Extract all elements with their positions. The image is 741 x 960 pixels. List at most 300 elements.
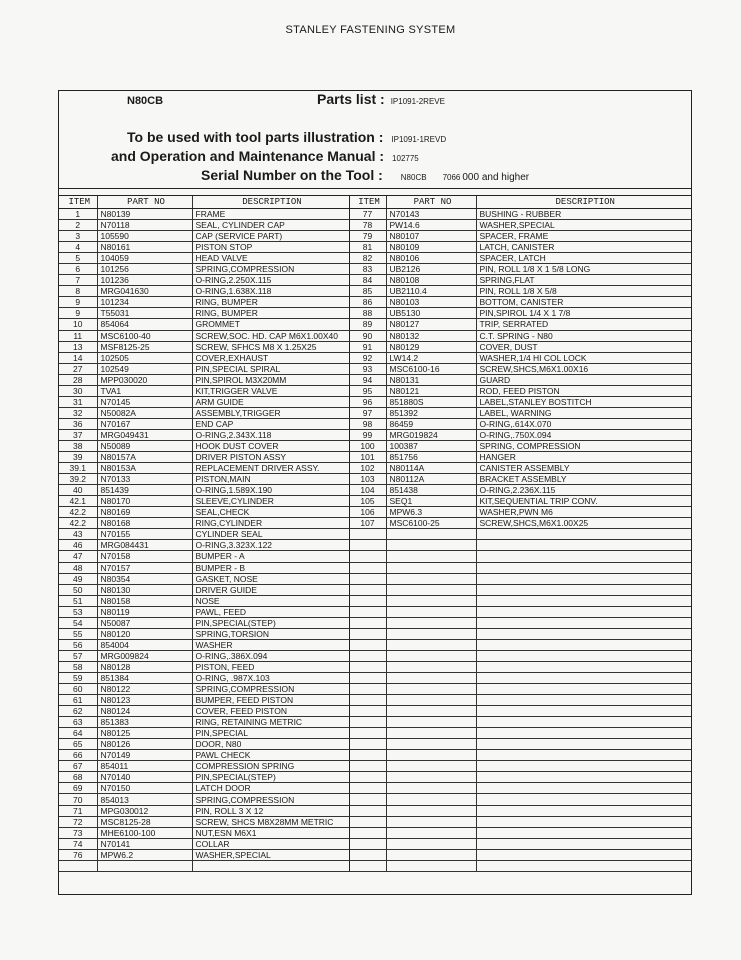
part-number-cell: MSF8125-25 [97,341,192,352]
part-number-cell: N50087 [97,617,192,628]
part-number-cell: N50082A [97,407,192,418]
item-cell: 69 [59,783,97,794]
table-row [59,706,691,717]
description-cell [476,661,691,672]
description-cell: HANGER [476,452,691,463]
description-cell [476,650,691,661]
description-cell: BOTTOM, CANISTER [476,297,691,308]
part-number-cell: N80158 [97,595,192,606]
part-number-cell [386,838,476,849]
part-number-cell [386,584,476,595]
item-cell: 5 [59,253,97,264]
part-number-cell: MSC6100-40 [97,330,192,341]
table-row [59,750,691,761]
description-cell: O-RING,.386X.094 [192,650,349,661]
part-number-cell [386,606,476,617]
illustration-label: To be used with tool parts illustration : [127,129,384,145]
description-cell: SLEEVE,CYLINDER [192,496,349,507]
part-number-cell: N80139 [97,209,192,220]
part-number-cell: SEQ1 [386,496,476,507]
table-row [59,672,691,683]
table-row [59,496,691,507]
part-number-cell [386,706,476,717]
item-cell: 6 [59,264,97,275]
part-number-cell: MSC6100-25 [386,518,476,529]
description-cell: SEAL,CHECK [192,507,349,518]
item-cell [349,849,386,860]
item-cell [349,728,386,739]
description-cell: PIN,SPIROL 1/4 X 1 7/8 [476,308,691,319]
item-cell [349,595,386,606]
description-cell: SPACER, FRAME [476,231,691,242]
part-number-cell [386,684,476,695]
item-cell [349,661,386,672]
table-row [59,253,691,264]
part-number-cell [386,529,476,540]
manual-value: 102775 [392,154,419,163]
description-cell [476,551,691,562]
table-row [59,717,691,728]
part-number-cell [386,661,476,672]
serial-suffix: 000 and higher [462,172,530,183]
part-number-cell [386,695,476,706]
table-row [59,805,691,816]
description-cell: BUMPER - B [192,562,349,573]
item-cell: 58 [59,661,97,672]
description-cell: SPACER, LATCH [476,253,691,264]
description-cell: ROD, FEED PISTON [476,385,691,396]
table-row [59,639,691,650]
item-cell: 59 [59,672,97,683]
item-cell: 27 [59,363,97,374]
item-cell [349,695,386,706]
description-cell: GASKET, NOSE [192,573,349,584]
description-cell [476,606,691,617]
description-cell: SPRING,COMPRESSION [192,684,349,695]
table-row [59,540,691,551]
item-cell: 36 [59,418,97,429]
table-row [59,363,691,374]
item-cell: 48 [59,562,97,573]
item-cell [349,562,386,573]
description-cell: LABEL,STANLEY BOSTITCH [476,396,691,407]
item-cell: 102 [349,463,386,474]
table-row [59,827,691,838]
description-cell: O-RING,1.638X.118 [192,286,349,297]
item-cell: 11 [59,330,97,341]
item-cell: 30 [59,385,97,396]
item-cell: 82 [349,253,386,264]
item-cell [349,794,386,805]
table-row [59,562,691,573]
part-number-cell: 102505 [97,352,192,363]
part-number-cell: N80112A [386,474,476,485]
serial-number: 7066 [442,173,461,182]
serial-line [201,167,529,183]
description-cell: WASHER,PWN M6 [476,507,691,518]
description-cell: HOOK DUST COVER [192,440,349,451]
description-cell [476,540,691,551]
item-cell: 106 [349,507,386,518]
description-cell: SPRING,TORSION [192,628,349,639]
item-cell: 67 [59,761,97,772]
part-number-cell [386,650,476,661]
part-number-cell [386,783,476,794]
table-row [59,551,691,562]
description-cell: SCREW,SOC. HD. CAP M6X1.00X40 [192,330,349,341]
item-cell [349,761,386,772]
table-row [59,584,691,595]
part-number-cell [386,562,476,573]
description-cell: SPRING,FLAT [476,275,691,286]
part-number-cell [386,728,476,739]
item-cell: 76 [59,849,97,860]
item-cell: 98 [349,418,386,429]
description-cell: ARM GUIDE [192,396,349,407]
part-number-cell: 854004 [97,639,192,650]
item-cell: 14 [59,352,97,363]
item-cell: 42.1 [59,496,97,507]
item-cell: 42.2 [59,507,97,518]
item-cell: 2 [59,220,97,231]
illustration-value: IP1091-1REVD [391,135,447,144]
part-number-cell: N80103 [386,297,476,308]
description-cell [476,794,691,805]
description-cell [476,728,691,739]
item-cell [349,672,386,683]
parts-list-frame [58,90,692,895]
part-number-cell: 851880S [386,396,476,407]
part-number-cell: N80124 [97,706,192,717]
part-number-cell: N70167 [97,418,192,429]
description-cell: PIN,SPECIAL(STEP) [192,617,349,628]
description-cell: GUARD [476,374,691,385]
part-number-cell: N70118 [97,220,192,231]
description-cell: RING, BUMPER [192,297,349,308]
description-cell: NUT,ESN M6X1 [192,827,349,838]
description-cell: BUSHING - RUBBER [476,209,691,220]
part-number-cell: MHE6100-100 [97,827,192,838]
parts-table-body [59,209,691,872]
part-number-cell: N80130 [97,584,192,595]
part-number-cell: 86459 [386,418,476,429]
item-cell: 28 [59,374,97,385]
part-number-cell: UB2126 [386,264,476,275]
part-number-cell: 101234 [97,297,192,308]
part-number-cell: N80131 [386,374,476,385]
part-number-cell: N80125 [97,728,192,739]
item-cell: 68 [59,772,97,783]
part-number-cell: N80123 [97,695,192,706]
item-cell: 4 [59,242,97,253]
item-cell [349,827,386,838]
table-row [59,374,691,385]
part-number-cell: N70157 [97,562,192,573]
table-row [59,507,691,518]
part-number-cell: N80126 [97,739,192,750]
item-cell [349,860,386,871]
part-number-cell: N80128 [97,661,192,672]
parts-list-heading [317,91,445,107]
col-header-description-right: DESCRIPTION [476,196,691,209]
description-cell: SPRING,COMPRESSION [192,794,349,805]
description-cell: FRAME [192,209,349,220]
part-number-cell: 851756 [386,452,476,463]
item-cell: 92 [349,352,386,363]
item-cell: 38 [59,440,97,451]
part-number-cell [386,551,476,562]
item-cell: 47 [59,551,97,562]
table-header-row [59,196,691,209]
table-row [59,407,691,418]
description-cell: O-RING,2.250X.115 [192,275,349,286]
item-cell: 1 [59,209,97,220]
item-cell: 73 [59,827,97,838]
table-row [59,209,691,220]
table-row [59,739,691,750]
description-cell [192,860,349,871]
part-number-cell: 101236 [97,275,192,286]
table-row [59,396,691,407]
item-cell: 10 [59,319,97,330]
table-row [59,617,691,628]
part-number-cell: N70155 [97,529,192,540]
description-cell: WASHER,SPECIAL [476,220,691,231]
item-cell [349,584,386,595]
part-number-cell: MPW6.3 [386,507,476,518]
item-cell: 13 [59,341,97,352]
item-cell: 103 [349,474,386,485]
part-number-cell [386,827,476,838]
table-row [59,440,691,451]
description-cell: O-RING, .987X.103 [192,672,349,683]
part-number-cell [386,595,476,606]
item-cell: 72 [59,816,97,827]
part-number-cell: MRG019824 [386,429,476,440]
item-cell: 81 [349,242,386,253]
table-row [59,783,691,794]
table-row [59,849,691,860]
part-number-cell: TVA1 [97,385,192,396]
description-cell: PIN,SPIROL M3X20MM [192,374,349,385]
item-cell: 71 [59,805,97,816]
item-cell [349,772,386,783]
item-cell: 43 [59,529,97,540]
item-cell: 61 [59,695,97,706]
item-cell [349,706,386,717]
part-number-cell [97,860,192,871]
description-cell: RING, RETAINING METRIC [192,717,349,728]
part-number-cell: N80114A [386,463,476,474]
description-cell: WASHER,SPECIAL [192,849,349,860]
description-cell: COVER, FEED PISTON [192,706,349,717]
table-row [59,474,691,485]
table-row [59,772,691,783]
item-cell [349,684,386,695]
part-number-cell: N80120 [97,628,192,639]
item-cell: 42.2 [59,518,97,529]
part-number-cell: 101256 [97,264,192,275]
serial-label: Serial Number on the Tool : [201,167,383,183]
part-number-cell [386,540,476,551]
part-number-cell: N80170 [97,496,192,507]
item-cell: 105 [349,496,386,507]
table-row [59,463,691,474]
part-number-cell: MRG049431 [97,429,192,440]
part-number-cell [386,739,476,750]
part-number-cell: MPW6.2 [97,849,192,860]
item-cell [349,838,386,849]
description-cell [476,529,691,540]
description-cell: O-RING,.750X.094 [476,429,691,440]
part-number-cell: 851392 [386,407,476,418]
description-cell: SCREW,SHCS,M6X1.00X16 [476,363,691,374]
description-cell: GROMMET [192,319,349,330]
item-cell: 49 [59,573,97,584]
description-cell: LATCH DOOR [192,783,349,794]
table-row [59,650,691,661]
serial-model: N80CB [400,173,427,182]
model-name: N80CB [127,95,164,107]
part-number-cell: 854064 [97,319,192,330]
part-number-cell: MSC6100-16 [386,363,476,374]
col-header-partno-right: PART NO [386,196,476,209]
item-cell: 39.1 [59,463,97,474]
description-cell: WASHER,1/4 HI COL LOCK [476,352,691,363]
table-row [59,728,691,739]
col-header-partno-left: PART NO [97,196,192,209]
description-cell [476,672,691,683]
parts-list-label: Parts list : [317,91,385,107]
col-header-item-left: ITEM [59,196,97,209]
description-cell: ASSEMBLY,TRIGGER [192,407,349,418]
item-cell: 104 [349,485,386,496]
item-cell: 64 [59,728,97,739]
description-cell: BUMPER - A [192,551,349,562]
table-row [59,275,691,286]
item-cell [349,750,386,761]
part-number-cell: N70150 [97,783,192,794]
table-row [59,606,691,617]
part-number-cell [386,860,476,871]
item-cell: 66 [59,750,97,761]
item-cell: 84 [349,275,386,286]
part-number-cell: N80122 [97,684,192,695]
item-cell: 8 [59,286,97,297]
part-number-cell: MPP030020 [97,374,192,385]
part-number-cell: MRG084431 [97,540,192,551]
part-number-cell: N70143 [386,209,476,220]
item-cell [349,717,386,728]
part-number-cell: N80121 [386,385,476,396]
part-number-cell: 854011 [97,761,192,772]
part-number-cell: UB5130 [386,308,476,319]
part-number-cell: N80107 [386,231,476,242]
table-row [59,352,691,363]
item-cell [349,573,386,584]
description-cell: BUMPER, FEED PISTON [192,695,349,706]
item-cell [349,529,386,540]
description-cell: RING, BUMPER [192,308,349,319]
description-cell: O-RING,.614X.070 [476,418,691,429]
description-cell: C.T. SPRING - N80 [476,330,691,341]
item-cell: 86 [349,297,386,308]
description-cell: SEAL, CYLINDER CAP [192,220,349,231]
part-number-cell [386,628,476,639]
table-row [59,794,691,805]
part-number-cell: N70133 [97,474,192,485]
part-number-cell: N80106 [386,253,476,264]
description-cell: PAWL, FEED [192,606,349,617]
item-cell: 65 [59,739,97,750]
table-row [59,761,691,772]
description-cell: KIT,SEQUENTIAL TRIP CONV. [476,496,691,507]
description-cell: PAWL CHECK [192,750,349,761]
col-header-item-right: ITEM [349,196,386,209]
part-number-cell [386,617,476,628]
part-number-cell: N80119 [97,606,192,617]
item-cell: 89 [349,319,386,330]
item-cell: 83 [349,264,386,275]
table-row [59,220,691,231]
description-cell [476,573,691,584]
table-row [59,573,691,584]
part-number-cell: 100387 [386,440,476,451]
description-cell: RING,CYLINDER [192,518,349,529]
description-cell: PIN,SPECIAL [192,728,349,739]
description-cell: BRACKET ASSEMBLY [476,474,691,485]
manual-line [111,148,419,164]
description-cell [476,750,691,761]
part-number-cell [386,805,476,816]
item-cell: 56 [59,639,97,650]
part-number-cell: N80169 [97,507,192,518]
part-number-cell: 851438 [386,485,476,496]
description-cell: CAP (SERVICE PART) [192,231,349,242]
part-number-cell [386,849,476,860]
description-cell: SCREW, SHCS M8X28MM METRIC [192,816,349,827]
item-cell: 32 [59,407,97,418]
description-cell [476,860,691,871]
item-cell [349,783,386,794]
item-cell: 53 [59,606,97,617]
description-cell: NOSE [192,595,349,606]
part-number-cell: N80157A [97,452,192,463]
part-number-cell: MPG030012 [97,805,192,816]
item-cell: 101 [349,452,386,463]
item-cell: 77 [349,209,386,220]
item-cell: 74 [59,838,97,849]
part-number-cell: N70145 [97,396,192,407]
description-cell: PISTON, FEED [192,661,349,672]
item-cell: 50 [59,584,97,595]
item-cell: 78 [349,220,386,231]
item-cell: 9 [59,297,97,308]
part-number-cell: 105590 [97,231,192,242]
description-cell: PIN,SPECIAL(STEP) [192,772,349,783]
description-cell [476,783,691,794]
item-cell: 39.2 [59,474,97,485]
description-cell [476,684,691,695]
item-cell: 60 [59,684,97,695]
illustration-line [127,129,446,145]
part-number-cell: T55031 [97,308,192,319]
item-cell: 79 [349,231,386,242]
part-number-cell: MSC8125-28 [97,816,192,827]
item-cell: 57 [59,650,97,661]
description-cell: COLLAR [192,838,349,849]
description-cell: LABEL, WARNING [476,407,691,418]
